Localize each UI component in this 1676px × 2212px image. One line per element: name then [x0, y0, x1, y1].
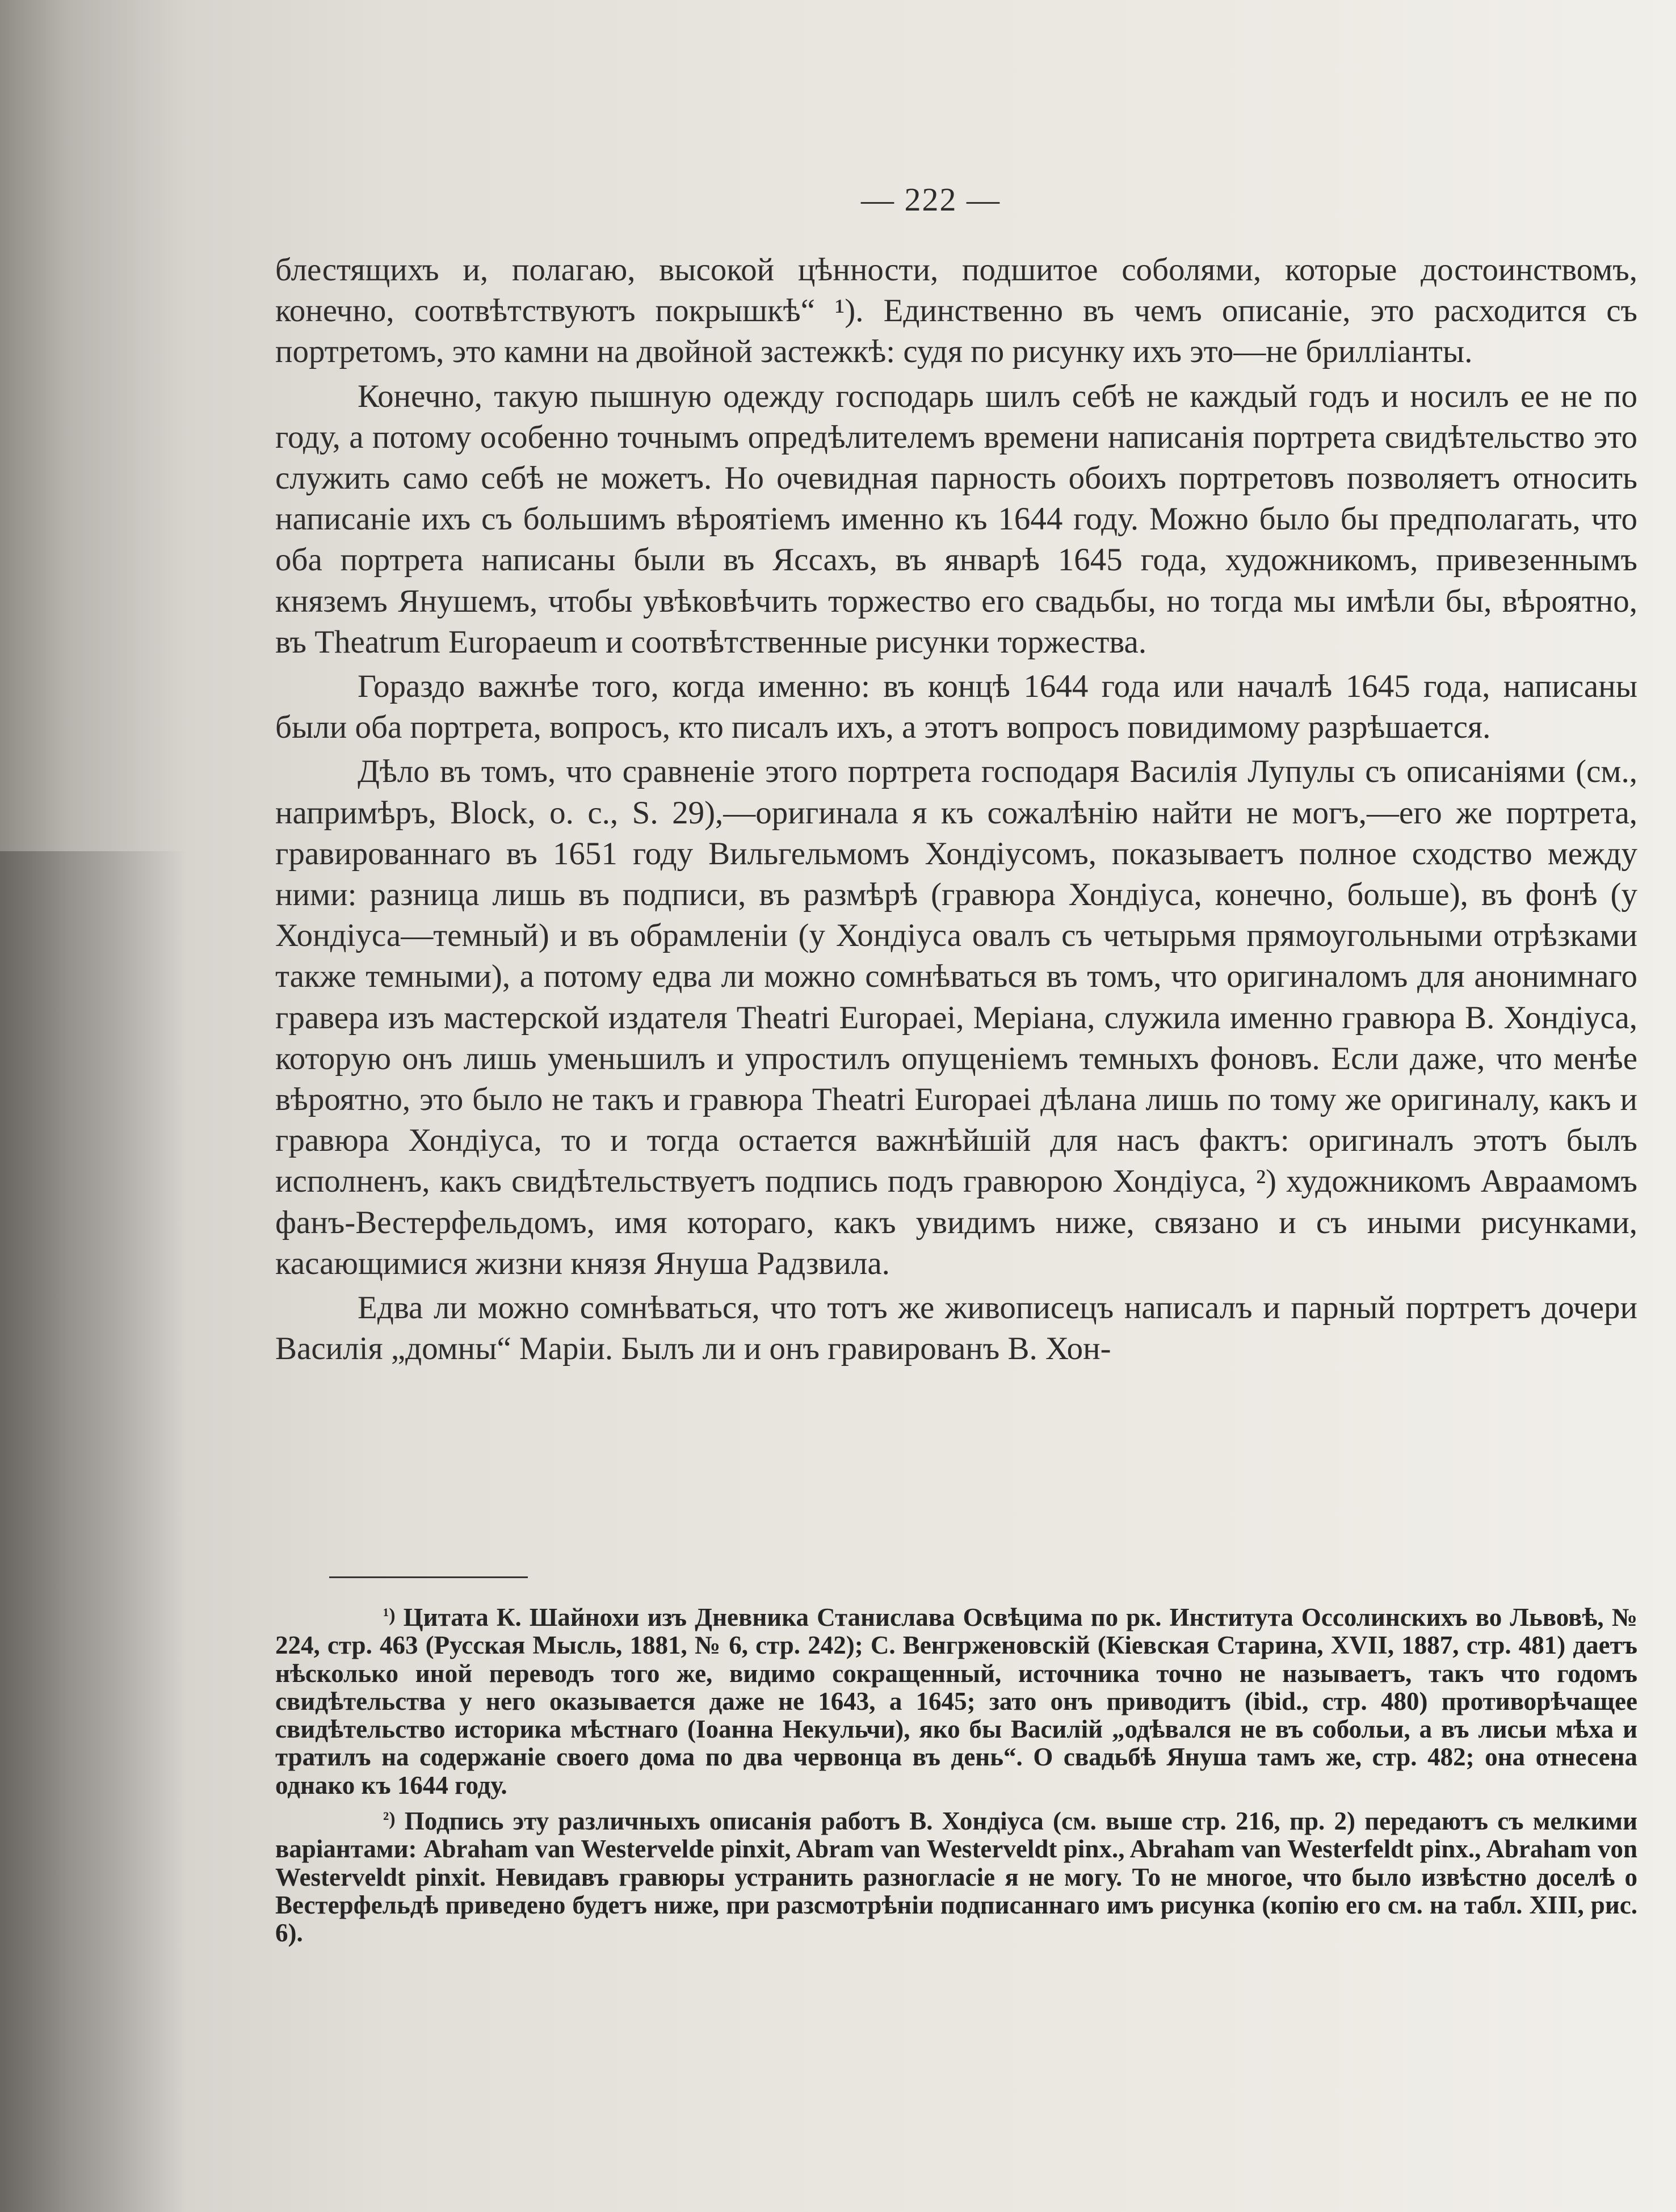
footnote-marker: ¹) [383, 1605, 396, 1626]
paragraph-continuation: блестящихъ и, полагаю, высокой цѣнности, подшитое соболями, которые достоинствомъ, конечно, соотвѣтствуютъ покрышкѣ“ ¹). Единственно въ чемъ описаніе, это расходится съ портретомъ, это камни на двойной застежкѣ: судя по рисунку ихъ это—не брилліанты. [275, 252, 1637, 370]
paragraph: Конечно, такую пышную одежду господарь шилъ себѣ не каждый годъ и носилъ ее не по году, а потому особенно точнымъ опредѣлителемъ времени написанія портрета свидѣтельство это служить само себѣ не можетъ. Но очевидная парность обоихъ портретовъ позволяетъ относить написаніе ихъ съ большимъ вѣроятіемъ именно къ 1644 году. Можно было бы предполагать, что оба портрета написаны были въ Яссахъ, въ январѣ 1645 года, художникомъ, привезеннымъ княземъ Янушемъ, чтобы увѣковѣчить торжество его свадьбы, но тогда мы имѣли бы, вѣроятно, въ Theatrum Europaeum и соотвѣтственные рисунки торжества. [275, 378, 1637, 660]
footnote [275, 1807, 1637, 1947]
page-shadow [0, 851, 187, 2212]
paragraph: Гораздо важнѣе того, когда именно: въ концѣ 1644 года или началѣ 1645 года, написаны были оба портрета, вопросъ, кто писалъ ихъ, а этотъ вопросъ повидимому разрѣшается. [275, 668, 1637, 746]
paragraph: Едва ли можно сомнѣваться, что тотъ же живописецъ написалъ и парный портретъ дочери Василія „домны“ Маріи. Былъ ли и онъ гравированъ В. Хон- [275, 1290, 1637, 1367]
paragraph: Дѣло въ томъ, что сравненіе этого портрета господаря Василія Лупулы съ описаніями (см., напримѣръ, Block, o. c., S. 29),—оригинала я къ сожалѣнію найти не могъ,—его же портрета, гравированнаго въ 1651 году Вильгельмомъ Хондіусомъ, показываетъ полное сходство между ними: разница лишь въ подписи, въ размѣрѣ (гравюра Хондіуса, конечно, больше), въ фонѣ (у Хондіуса—темный) и въ обрамленіи (у Хондіуса овалъ съ четырьмя прямоугольными отрѣзками также темными), а потому едва ли можно сомнѣваться въ томъ, что оригиналомъ для анонимнаго гравера изъ мастерской издателя Theatri Europaei, Меріана, служила именно гравюра В. Хондіуса, которую онъ лишь уменьшилъ и упростилъ опущеніемъ темныхъ фоновъ. Если даже, что менѣе вѣроятно, это было не такъ и гравюра Theatri Europaei дѣлана лишь по тому же оригиналу, какъ и гравюра Хондіуса, то и тогда остается важнѣйшій для насъ фактъ: оригиналъ этотъ былъ исполненъ, какъ свидѣтельствуетъ подпись подъ гравюрою Хондіуса, ²) художникомъ Авраамомъ фанъ-Вестерфельдомъ, имя котораго, какъ увидимъ ниже, связано и съ иными рисунками, касающимися жизни князя Януша Радзвила. [275, 754, 1637, 1281]
page-number: — 222 — [861, 181, 1001, 218]
footnote-text: Цитата К. Шайнохи изъ Дневника Станислава Освѣцима по рк. Института Оссолинскихъ во Львовѣ, № 224, стр. 463 (Русская Мысль, 1881, № 6, стр. 242); С. Венгрженовскій (Кіевская Старина, XVII, 1887, стр. 481) даетъ нѣсколько иной переводъ того же, видимо сокращенный, источника точно не называетъ, такъ что годомъ свидѣтельства у него оказывается даже не 1643, а 1645; зато онъ приводитъ (ibid., стр. 480) противорѣчащее свидѣтельство историка мѣстнаго (Іоанна Некульчи), яко бы Василій „одѣвался не въ собольи, а въ лисьи мѣха и тратилъ на содержаніе своего дома по два червонца въ день“. О свадьбѣ Януша тамъ же, стр. 482; она отнесена однако къ 1644 году. [275, 1603, 1638, 1799]
footnote-divider [329, 1576, 528, 1578]
footnote-marker: ²) [383, 1809, 396, 1830]
footnote-text: Подпись эту различныхъ описанія работъ В. Хондіуса (см. выше стр. 216, пр. 2) передаютъ съ мелкими варіантами: Abraham van Westervelde pinxit, Abram van Westerveldt pinx., Abraham van Westerfeldt pinx., Abraham von Westerveldt pinxit. Невидавъ гравюры устранить разногласіе я не могу. То не многое, что было извѣстно доселѣ о Вестерфельдѣ приведено будетъ ниже, при разсмотрѣніи подписаннаго имъ рисунка (копію его см. на табл. XIII, рис. 6). [275, 1807, 1638, 1948]
main-text [275, 250, 1637, 1373]
footnote [275, 1604, 1637, 1799]
footnotes [275, 1604, 1637, 1956]
